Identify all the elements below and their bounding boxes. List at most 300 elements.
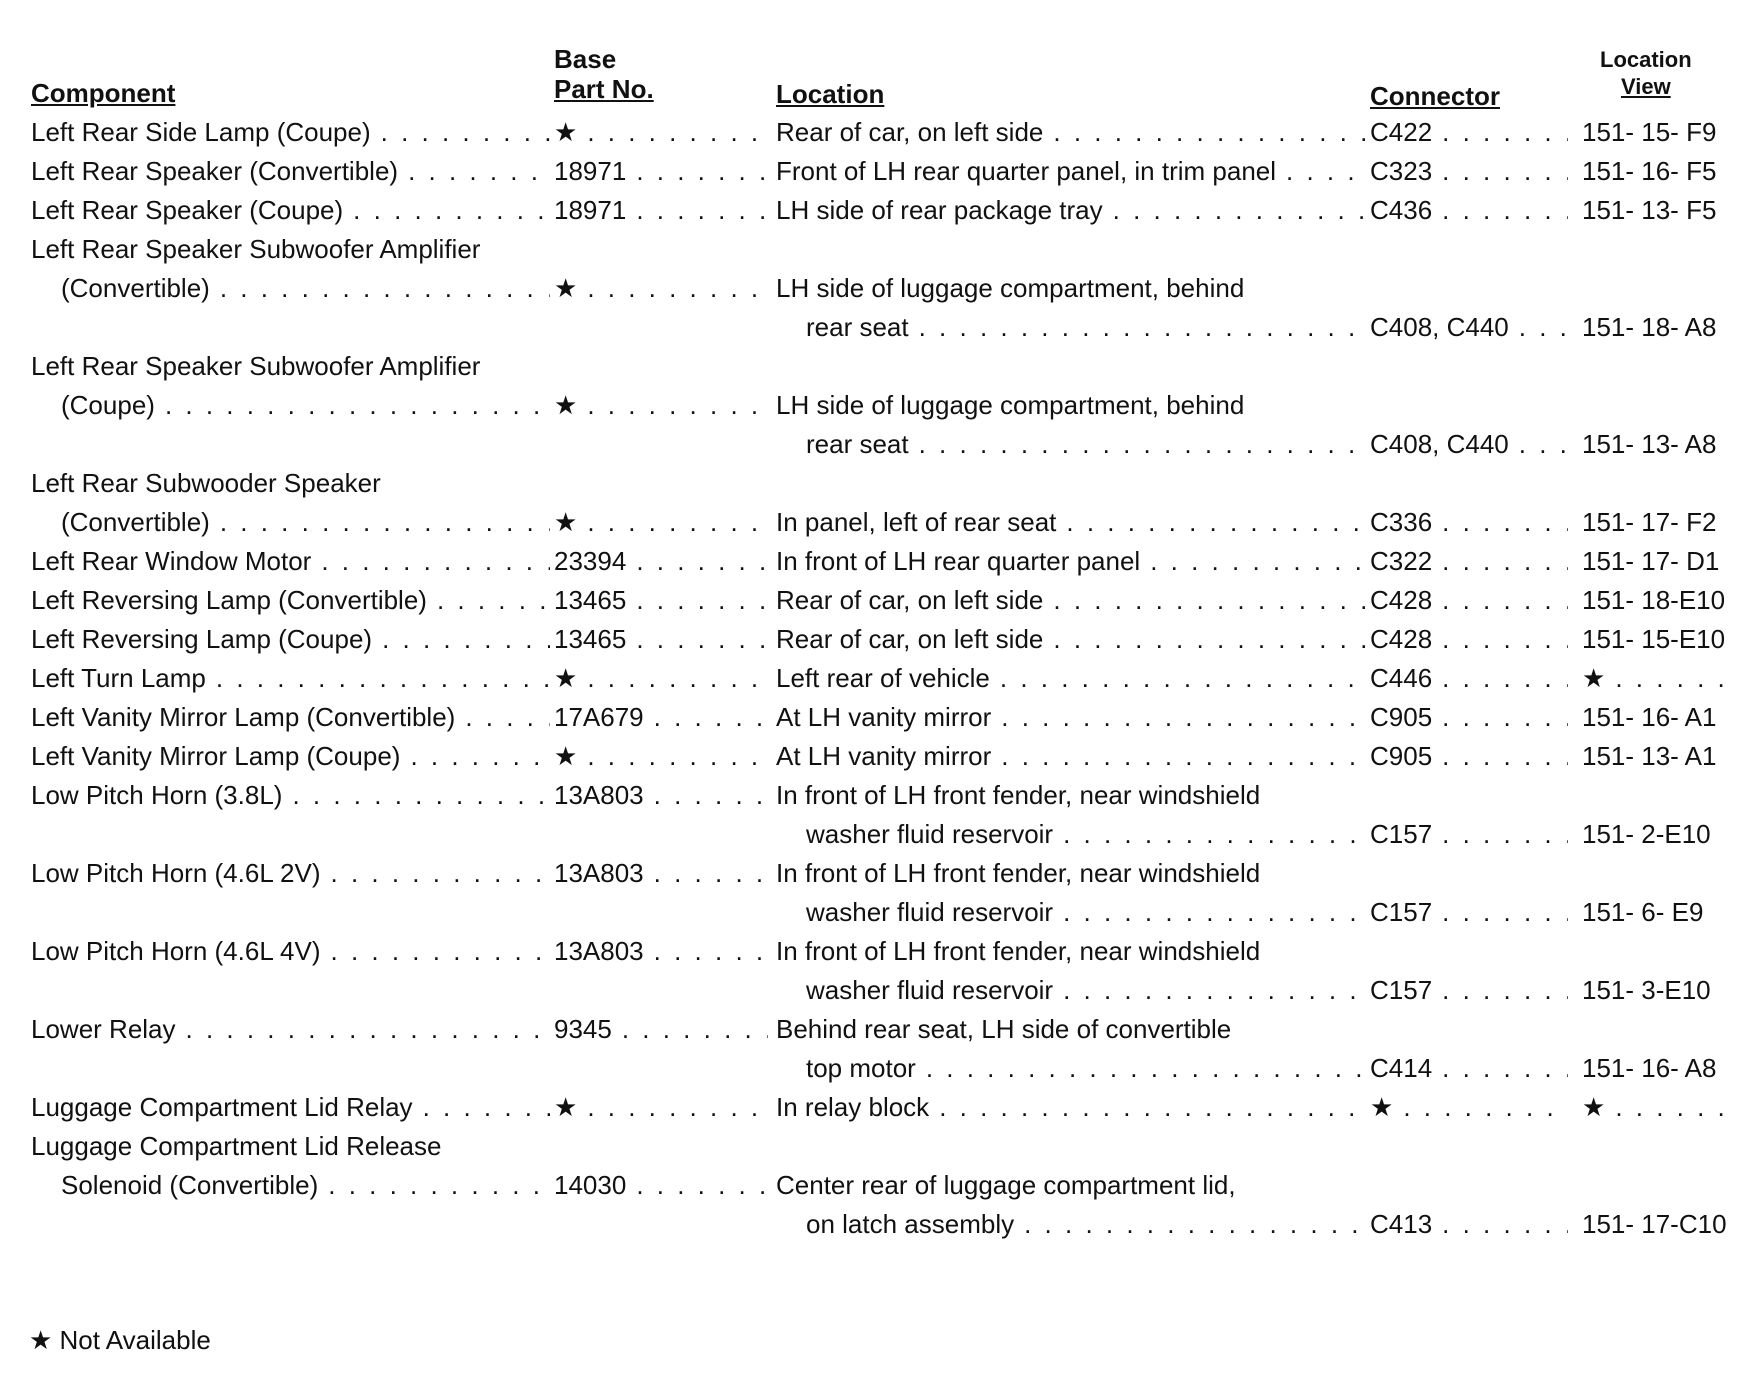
cell-component-text: Lower Relay	[31, 1014, 176, 1044]
cell-connector-text: C323	[1370, 156, 1433, 186]
cell-component	[31, 195, 554, 226]
cell-part-no-text: 13465	[554, 585, 627, 615]
cell-connector	[1370, 546, 1582, 577]
cell-component-text: (Convertible)	[61, 507, 210, 537]
cell-location-view-text: ★	[1582, 663, 1606, 693]
leader-dots	[1519, 312, 1568, 343]
cell-location-text: washer fluid reservoir	[806, 975, 1054, 1005]
cell-location	[776, 273, 1370, 304]
cell-location-text: In relay block	[776, 1092, 930, 1122]
cell-location-view-text: 151- 16- F5	[1582, 156, 1717, 186]
leader-dots	[654, 702, 768, 733]
cell-location-text: LH side of luggage compartment, behind	[776, 390, 1245, 420]
leader-dots	[1150, 546, 1366, 577]
table-row	[31, 152, 1735, 191]
cell-connector	[1370, 195, 1582, 226]
cell-component-text: Low Pitch Horn (3.8L)	[31, 780, 283, 810]
leader-dots	[919, 312, 1366, 343]
cell-location-text: At LH vanity mirror	[776, 702, 992, 732]
cell-location-view	[1582, 741, 1735, 772]
leader-dots	[1442, 117, 1568, 148]
leader-dots	[1442, 507, 1568, 538]
cell-component-text: (Convertible)	[61, 273, 210, 303]
leader-dots	[636, 585, 768, 616]
cell-connector	[1370, 585, 1582, 616]
cell-location-view-text: ★	[1582, 1092, 1606, 1122]
leader-dots	[1442, 624, 1568, 655]
leader-dots	[1063, 819, 1366, 850]
leader-dots	[654, 780, 768, 811]
leader-dots	[321, 546, 550, 577]
cell-connector	[1370, 1053, 1582, 1084]
leader-dots	[587, 663, 768, 694]
leader-dots	[636, 156, 768, 187]
cell-location	[776, 858, 1370, 889]
cell-component	[31, 156, 554, 187]
table-row	[31, 269, 1735, 308]
cell-location-view-text: 151- 16- A1	[1582, 702, 1717, 732]
cell-location-text: Behind rear seat, LH side of convertible	[776, 1014, 1232, 1044]
cell-location-view-text: 151- 13- A1	[1582, 741, 1717, 771]
header-component-label: Component	[31, 78, 176, 108]
header-connector-label: Connector	[1370, 81, 1500, 111]
table-row	[31, 425, 1735, 464]
leader-dots	[587, 507, 768, 538]
cell-component-text: Low Pitch Horn (4.6L 4V)	[31, 936, 321, 966]
leader-dots	[654, 936, 768, 967]
cell-location	[776, 741, 1370, 772]
cell-location-view-text: 151- 18- A8	[1582, 312, 1717, 342]
leader-dots	[654, 858, 768, 889]
cell-location-view	[1582, 156, 1735, 187]
leader-dots	[1519, 429, 1568, 460]
footnote: ★ Not Available	[29, 1325, 211, 1355]
cell-component-text: Left Rear Speaker (Convertible)	[31, 156, 399, 186]
header-connector	[1370, 81, 1500, 111]
cell-location-view	[1582, 312, 1735, 343]
leader-dots	[1442, 156, 1568, 187]
cell-component	[31, 585, 554, 616]
cell-location-text: LH side of rear package tray	[776, 195, 1103, 225]
cell-connector-text: C157	[1370, 975, 1433, 1005]
table-row	[31, 1205, 1735, 1244]
leader-dots	[1403, 1092, 1568, 1123]
cell-component-text: Left Rear Window Motor	[31, 546, 312, 576]
cell-connector-text: C436	[1370, 195, 1433, 225]
table-row	[31, 464, 1735, 503]
cell-location-text: In front of LH front fender, near windshield	[776, 936, 1261, 966]
cell-location-view	[1582, 819, 1735, 850]
cell-component-text: Low Pitch Horn (4.6L 2V)	[31, 858, 321, 888]
cell-connector	[1370, 897, 1582, 928]
header-base-part	[554, 44, 654, 104]
leader-dots	[587, 390, 768, 421]
cell-component	[31, 780, 554, 811]
cell-part-no-text: 18971	[554, 156, 627, 186]
cell-part-no-text: 14030	[554, 1170, 627, 1200]
table-row	[31, 893, 1735, 932]
leader-dots	[408, 156, 550, 187]
cell-connector-text: C157	[1370, 819, 1433, 849]
cell-connector	[1370, 1092, 1582, 1123]
cell-component	[31, 624, 554, 655]
cell-component	[31, 234, 554, 265]
cell-component	[31, 1131, 554, 1162]
header-location-view	[1600, 46, 1692, 100]
cell-component-text: Left Rear Side Lamp (Coupe)	[31, 117, 371, 147]
cell-location-text: Rear of car, on left side	[776, 585, 1044, 615]
cell-connector-text: C157	[1370, 897, 1433, 927]
cell-component	[31, 507, 554, 538]
cell-part-no-text: 13A803	[554, 858, 644, 888]
cell-location-text: Front of LH rear quarter panel, in trim panel	[776, 156, 1277, 186]
cell-location	[776, 195, 1370, 226]
leader-dots	[587, 741, 768, 772]
cell-location-view-text: 151- 18-E10	[1582, 585, 1726, 615]
cell-component-text: Left Vanity Mirror Lamp (Convertible)	[31, 702, 456, 732]
leader-dots	[1063, 975, 1366, 1006]
leader-dots	[1063, 897, 1366, 928]
table-row	[31, 698, 1735, 737]
leader-dots	[1113, 195, 1366, 226]
leader-dots	[1053, 624, 1366, 655]
leader-dots	[587, 117, 768, 148]
header-component	[31, 78, 175, 108]
cell-location-text: In front of LH front fender, near windshield	[776, 858, 1261, 888]
table-row	[31, 854, 1735, 893]
table-row	[31, 1127, 1735, 1166]
cell-part-no	[554, 936, 776, 967]
cell-location	[776, 1209, 1370, 1240]
cell-connector	[1370, 117, 1582, 148]
cell-connector-text: C414	[1370, 1053, 1433, 1083]
cell-connector-text: C408, C440	[1370, 429, 1509, 459]
leader-dots	[1001, 702, 1366, 733]
cell-component	[31, 273, 554, 304]
leader-dots	[1286, 156, 1366, 187]
cell-location	[776, 429, 1370, 460]
cell-part-no-text: 23394	[554, 546, 627, 576]
cell-location-text: top motor	[806, 1053, 916, 1083]
cell-part-no-text: 13A803	[554, 780, 644, 810]
cell-location	[776, 1170, 1370, 1201]
cell-part-no	[554, 156, 776, 187]
leader-dots	[1442, 741, 1568, 772]
table-row	[31, 1166, 1735, 1205]
cell-location	[776, 1053, 1370, 1084]
cell-component	[31, 1014, 554, 1045]
leader-dots	[382, 624, 550, 655]
leader-dots	[1442, 702, 1568, 733]
cell-connector-text: C422	[1370, 117, 1433, 147]
cell-location-text: Rear of car, on left side	[776, 117, 1044, 147]
leader-dots	[1442, 1209, 1568, 1240]
cell-location	[776, 936, 1370, 967]
cell-part-no	[554, 741, 776, 772]
cell-location-text: Rear of car, on left side	[776, 624, 1044, 654]
leader-dots	[1442, 546, 1568, 577]
cell-connector-text: C905	[1370, 702, 1433, 732]
table-row	[31, 659, 1735, 698]
cell-location	[776, 1014, 1370, 1045]
cell-location-view-text: 151- 17- F2	[1582, 507, 1717, 537]
cell-part-no-text: ★	[554, 1092, 578, 1122]
cell-location-view-text: 151- 17-C10	[1582, 1209, 1727, 1239]
cell-location	[776, 663, 1370, 694]
cell-location-view	[1582, 546, 1735, 577]
leader-dots	[186, 1014, 550, 1045]
leader-dots	[1615, 1092, 1731, 1123]
leader-dots	[353, 195, 550, 226]
leader-dots	[1053, 585, 1366, 616]
leader-dots	[1066, 507, 1366, 538]
table-row	[31, 308, 1735, 347]
cell-location-view	[1582, 663, 1735, 694]
leader-dots	[165, 390, 550, 421]
header-base-label: Base	[554, 44, 617, 74]
cell-location-text: Center rear of luggage compartment lid,	[776, 1170, 1236, 1200]
cell-location-view	[1582, 1092, 1735, 1123]
leader-dots	[292, 780, 550, 811]
header-part-no-label: Part No.	[554, 74, 654, 104]
cell-component	[31, 117, 554, 148]
cell-connector	[1370, 741, 1582, 772]
cell-part-no	[554, 585, 776, 616]
leader-dots	[1615, 663, 1731, 694]
leader-dots	[331, 858, 550, 889]
cell-location	[776, 390, 1370, 421]
cell-location-text: Left rear of vehicle	[776, 663, 990, 693]
header-location-view-bottom: View	[1620, 74, 1671, 99]
table-row	[31, 815, 1735, 854]
cell-component-text: Left Reversing Lamp (Convertible)	[31, 585, 427, 615]
cell-location-text: on latch assembly	[806, 1209, 1015, 1239]
cell-location-text: In front of LH rear quarter panel	[776, 546, 1141, 576]
leader-dots	[331, 936, 550, 967]
cell-component	[31, 702, 554, 733]
cell-part-no	[554, 273, 776, 304]
cell-location-view-text: 151- 13- F5	[1582, 195, 1717, 225]
leader-dots	[926, 1053, 1366, 1084]
leader-dots	[423, 1092, 550, 1123]
table-row	[31, 1049, 1735, 1088]
cell-location-view	[1582, 195, 1735, 226]
cell-part-no-text: ★	[554, 663, 578, 693]
leader-dots	[919, 429, 1366, 460]
cell-component-text: Left Reversing Lamp (Coupe)	[31, 624, 373, 654]
cell-component	[31, 858, 554, 889]
cell-location-view	[1582, 1209, 1735, 1240]
cell-connector	[1370, 429, 1582, 460]
cell-part-no	[554, 780, 776, 811]
cell-part-no-text: 9345	[554, 1014, 612, 1044]
cell-location-text: rear seat	[806, 429, 909, 459]
leader-dots	[636, 624, 768, 655]
cell-part-no-text: 17A679	[554, 702, 644, 732]
cell-part-no-text: 13465	[554, 624, 627, 654]
cell-connector	[1370, 1209, 1582, 1240]
cell-location	[776, 507, 1370, 538]
leader-dots	[1000, 663, 1366, 694]
leader-dots	[465, 702, 550, 733]
cell-component-text: Left Rear Speaker Subwoofer Amplifier	[31, 234, 481, 264]
leader-dots	[1053, 117, 1366, 148]
cell-component-text: Left Rear Subwooder Speaker	[31, 468, 381, 498]
cell-connector	[1370, 819, 1582, 850]
cell-part-no	[554, 507, 776, 538]
cell-location-view-text: 151- 17- D1	[1582, 546, 1720, 576]
leader-dots	[220, 507, 550, 538]
leader-dots	[1442, 663, 1568, 694]
cell-connector	[1370, 975, 1582, 1006]
table-row	[31, 1010, 1735, 1049]
table-row	[31, 503, 1735, 542]
table-row	[31, 386, 1735, 425]
cell-location-view	[1582, 585, 1735, 616]
leader-dots	[1442, 195, 1568, 226]
table-row	[31, 230, 1735, 269]
cell-part-no	[554, 1014, 776, 1045]
cell-part-no-text: 18971	[554, 195, 627, 225]
cell-connector-text: C322	[1370, 546, 1433, 576]
cell-location-view	[1582, 702, 1735, 733]
leader-dots	[939, 1092, 1366, 1123]
cell-location-text: washer fluid reservoir	[806, 819, 1054, 849]
table-row	[31, 191, 1735, 230]
table-row	[31, 347, 1735, 386]
cell-part-no	[554, 117, 776, 148]
cell-part-no-text: ★	[554, 273, 578, 303]
cell-connector	[1370, 507, 1582, 538]
cell-location-view	[1582, 624, 1735, 655]
cell-component-text: Luggage Compartment Lid Relay	[31, 1092, 413, 1122]
table-row	[31, 776, 1735, 815]
leader-dots	[587, 273, 768, 304]
cell-part-no	[554, 663, 776, 694]
cell-component	[31, 1092, 554, 1123]
cell-location	[776, 156, 1370, 187]
cell-location	[776, 1092, 1370, 1123]
cell-connector	[1370, 156, 1582, 187]
cell-location-view-text: 151- 13- A8	[1582, 429, 1717, 459]
leader-dots	[1442, 585, 1568, 616]
leader-dots	[622, 1014, 768, 1045]
cell-location	[776, 624, 1370, 655]
cell-part-no	[554, 1170, 776, 1201]
leader-dots	[1442, 819, 1568, 850]
cell-part-no	[554, 1092, 776, 1123]
parts-table	[31, 113, 1735, 1244]
table-row	[31, 1088, 1735, 1127]
cell-location-view	[1582, 897, 1735, 928]
cell-location	[776, 819, 1370, 850]
cell-connector-text: C413	[1370, 1209, 1433, 1239]
cell-component-text: Solenoid (Convertible)	[61, 1170, 319, 1200]
leader-dots	[1442, 1053, 1568, 1084]
table-row	[31, 932, 1735, 971]
cell-part-no-text: ★	[554, 390, 578, 420]
leader-dots	[1442, 897, 1568, 928]
cell-component-text: Left Rear Speaker (Coupe)	[31, 195, 344, 225]
cell-component	[31, 1170, 554, 1201]
leader-dots	[587, 1092, 768, 1123]
cell-part-no	[554, 702, 776, 733]
cell-part-no	[554, 624, 776, 655]
table-row	[31, 620, 1735, 659]
cell-part-no	[554, 546, 776, 577]
cell-component	[31, 468, 554, 499]
cell-location	[776, 975, 1370, 1006]
leader-dots	[220, 273, 550, 304]
cell-location	[776, 702, 1370, 733]
leader-dots	[1001, 741, 1366, 772]
cell-connector-text: C428	[1370, 585, 1433, 615]
header-location	[776, 79, 884, 109]
leader-dots	[410, 741, 550, 772]
cell-component-text: Left Rear Speaker Subwoofer Amplifier	[31, 351, 481, 381]
cell-part-no-text: ★	[554, 741, 578, 771]
cell-component-text: (Coupe)	[61, 390, 155, 420]
cell-location	[776, 117, 1370, 148]
cell-location	[776, 312, 1370, 343]
cell-connector-text: ★	[1370, 1092, 1394, 1122]
cell-location-view-text: 151- 16- A8	[1582, 1053, 1717, 1083]
cell-part-no	[554, 858, 776, 889]
cell-location-view	[1582, 429, 1735, 460]
cell-connector	[1370, 702, 1582, 733]
cell-connector-text: C336	[1370, 507, 1433, 537]
cell-component	[31, 390, 554, 421]
cell-connector-text: C408, C440	[1370, 312, 1509, 342]
cell-location-view-text: 151- 3-E10	[1582, 975, 1711, 1005]
cell-component	[31, 936, 554, 967]
header-location-label: Location	[776, 79, 885, 109]
cell-location-view	[1582, 1053, 1735, 1084]
table-row	[31, 971, 1735, 1010]
cell-connector	[1370, 624, 1582, 655]
cell-location-text: rear seat	[806, 312, 909, 342]
table-row	[31, 113, 1735, 152]
cell-connector-text: C905	[1370, 741, 1433, 771]
cell-part-no-text: ★	[554, 507, 578, 537]
cell-connector-text: C446	[1370, 663, 1433, 693]
cell-connector	[1370, 312, 1582, 343]
cell-location-view	[1582, 975, 1735, 1006]
cell-part-no-text: 13A803	[554, 936, 644, 966]
cell-location-text: washer fluid reservoir	[806, 897, 1054, 927]
cell-location	[776, 585, 1370, 616]
leader-dots	[381, 117, 550, 148]
leader-dots	[1442, 975, 1568, 1006]
header-location-view-top: Location	[1600, 47, 1692, 72]
cell-component-text: Left Vanity Mirror Lamp (Coupe)	[31, 741, 401, 771]
cell-connector-text: C428	[1370, 624, 1433, 654]
cell-part-no-text: ★	[554, 117, 578, 147]
table-row	[31, 542, 1735, 581]
cell-connector	[1370, 663, 1582, 694]
table-row	[31, 737, 1735, 776]
leader-dots	[216, 663, 550, 694]
cell-component	[31, 546, 554, 577]
cell-location	[776, 780, 1370, 811]
cell-location-view	[1582, 507, 1735, 538]
cell-component	[31, 663, 554, 694]
cell-location-text: At LH vanity mirror	[776, 741, 992, 771]
leader-dots	[1024, 1209, 1366, 1240]
leader-dots	[636, 195, 768, 226]
cell-location-view-text: 151- 15-E10	[1582, 624, 1726, 654]
table-row	[31, 581, 1735, 620]
